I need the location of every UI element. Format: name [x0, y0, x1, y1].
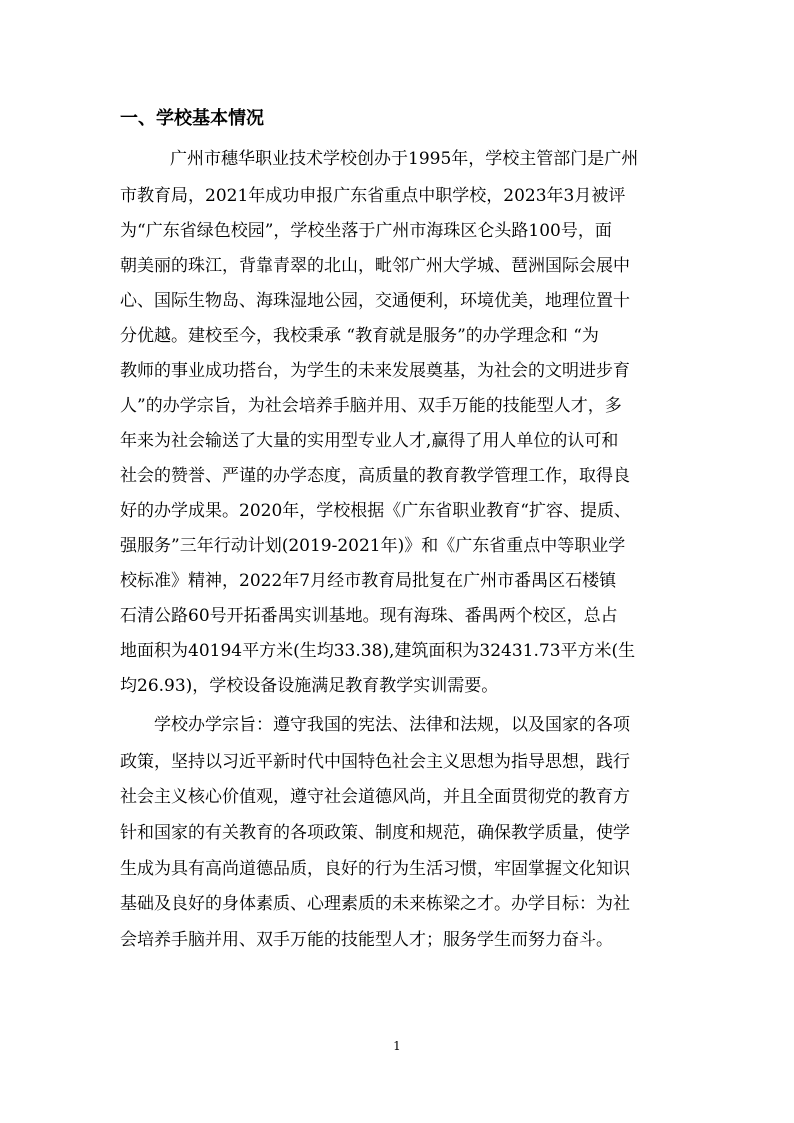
paragraph-line: 生成为具有高尚道德品质，良好的行为生活习惯，牢固掌握文化知识 [120, 859, 630, 879]
paragraph-line: 会培养手脑并用、双手万能的技能型人才；服务学生而努力奋斗。 [120, 930, 613, 950]
paragraph-line: 为“广东省绿色校园”，学校坐落于广州市海珠区仑头路100号，面 [120, 221, 612, 241]
paragraph-line: 强服务”三年行动计划(2019-2021年)》和《广东省重点中等职业学 [120, 536, 626, 556]
paragraph-line: 石清公路60号开拓番禺实训基地。现有海珠、番禺两个校区，总占 [120, 606, 618, 626]
paragraph-line: 学校办学宗旨：遵守我国的宪法、法律和法规，以及国家的各项 [154, 715, 630, 735]
paragraph-line: 政策，坚持以习近平新时代中国特色社会主义思想为指导思想，践行 [120, 752, 630, 772]
paragraph-line: 市教育局，2021年成功申报广东省重点中职学校，2023年3月被评 [120, 186, 626, 206]
paragraph-line: 社会的赞誉、严谨的办学态度，高质量的教育教学管理工作，取得良 [120, 466, 630, 486]
paragraph-line: 好的办学成果。2020年，学校根据《广东省职业教育“扩容、提质、 [120, 501, 631, 521]
paragraph-line: 校标准》精神，2022年7月经市教育局批复在广州市番禺区石楼镇 [120, 571, 617, 591]
paragraph-line: 心、国际生物岛、海珠湿地公园，交通便利，环境优美，地理位置十 [120, 291, 630, 311]
paragraph-line: 地面积为40194平方米(生均33.38),建筑面积为32431.73平方米(生 [120, 641, 636, 661]
paragraph-line: 人”的办学宗旨，为社会培养手脑并用、双手万能的技能型人才，多 [120, 396, 622, 416]
paragraph-line: 教师的事业成功搭台，为学生的未来发展奠基，为社会的文明进步育 [120, 361, 630, 381]
paragraph-line: 朝美丽的珠江，背靠青翠的北山，毗邻广州大学城、琶洲国际会展中 [120, 256, 630, 276]
paragraph-line: 广州市穗华职业技术学校创办于1995年，学校主管部门是广州 [170, 149, 639, 169]
paragraph-line: 分优越。建校至今，我校秉承 “教育就是服务”的办学理念和 “为 [120, 326, 599, 346]
paragraph-line: 年来为社会输送了大量的实用型专业人才,赢得了用人单位的认可和 [120, 431, 619, 451]
page-number: 1 [393, 1039, 401, 1053]
paragraph-line: 均26.93)，学校设备设施满足教育教学实训需要。 [120, 676, 499, 696]
section-heading: 一、学校基本情况 [120, 108, 264, 129]
paragraph-line: 针和国家的有关教育的各项政策、制度和规范，确保教学质量，使学 [120, 823, 630, 843]
paragraph-line: 社会主义核心价值观，遵守社会道德风尚，并且全面贯彻党的教育方 [120, 787, 630, 807]
paragraph-line: 基础及良好的身体素质、心理素质的未来栋梁之才。办学目标：为社 [120, 894, 630, 914]
